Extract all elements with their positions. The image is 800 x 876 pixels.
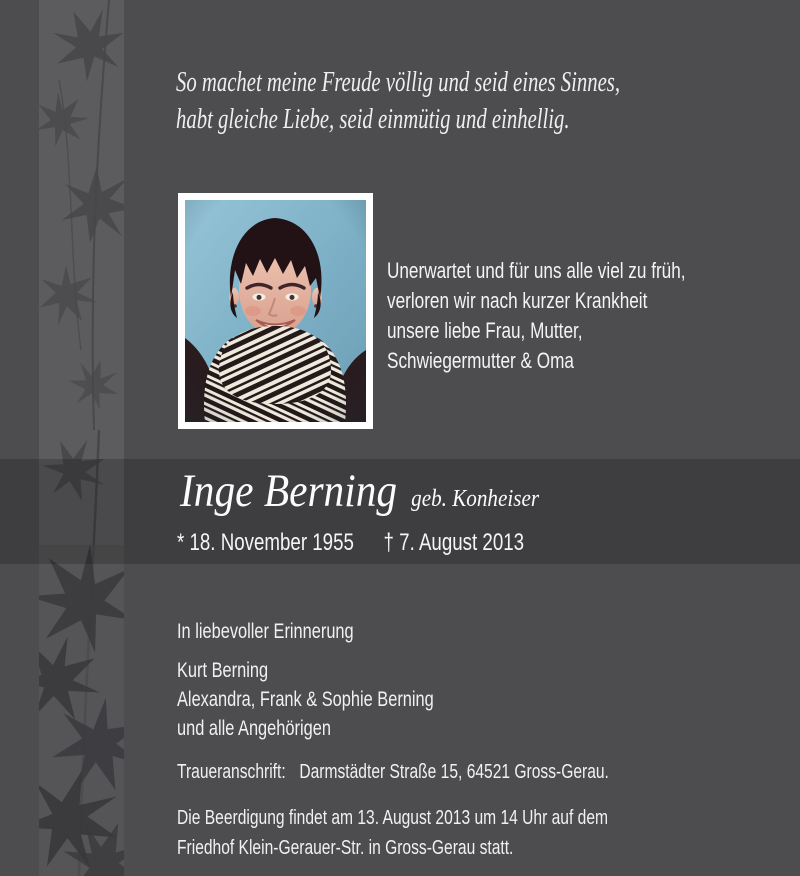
quote-line-1: So machet meine Freude völlig und seid eines Sinnes, — [176, 67, 621, 98]
death-date: † 7. August 2013 — [383, 529, 525, 556]
announcement-line: Schwiegermutter & Oma — [387, 348, 574, 373]
birth-date: * 18. November 1955 — [177, 529, 354, 556]
life-dates — [177, 529, 524, 557]
mourner-line: Kurt Berning — [177, 659, 269, 682]
mourner-line: und alle Angehörigen — [177, 717, 331, 740]
announcement-line: Unerwartet und für uns alle viel zu früh, — [387, 258, 686, 283]
maiden-name: geb. Konheiser — [411, 486, 540, 512]
funeral-line: Friedhof Klein-Gerauer-Str. in Gross-Gerau statt. — [177, 837, 514, 859]
mourning-address-row — [177, 761, 609, 784]
announcement-text — [387, 256, 686, 376]
leaf-silhouettes-graphic — [39, 0, 124, 876]
funeral-info — [177, 803, 608, 863]
address-value: Darmstädter Straße 15, 64521 Gross-Gerau. — [299, 761, 609, 783]
announcement-line: unsere liebe Frau, Mutter, — [387, 318, 583, 343]
remembrance-heading: In liebevoller Erinnerung — [177, 620, 354, 643]
announcement-line: verloren wir nach kurzer Krankheit — [387, 288, 648, 313]
foliage-strip — [39, 0, 124, 876]
quote-line-2: habt gleiche Liebe, seid einmütig und einhellig. — [176, 104, 570, 135]
deceased-name: Inge Berning — [180, 465, 398, 517]
portrait-illustration — [185, 200, 366, 422]
address-label: Traueranschrift: — [177, 761, 286, 783]
mourners-list — [177, 656, 434, 743]
mourner-line: Alexandra, Frank & Sophie Berning — [177, 688, 434, 711]
deceased-name-row — [180, 461, 539, 521]
scripture-quote — [176, 64, 620, 138]
funeral-line: Die Beerdigung findet am 13. August 2013 um 14 Uhr auf dem — [177, 807, 609, 829]
portrait-photo — [178, 193, 373, 429]
